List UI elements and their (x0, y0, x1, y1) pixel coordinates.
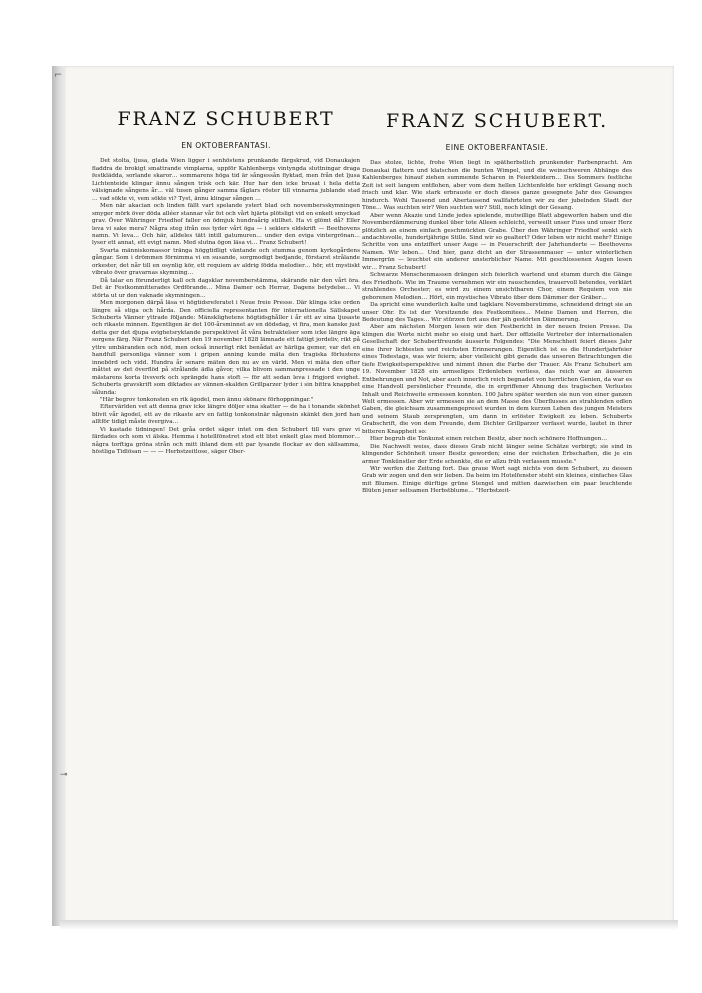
swedish-subtitle: EN OKTOBERFANTASI. (181, 141, 271, 150)
margin-mark: ⊸ (60, 770, 68, 780)
german-paragraph: Aber am nächsten Morgen lesen wir den Festbericht in der neuen freien Presse. Da klingen die Worte nicht mehr so eisig und hart. Der offizielle Vertreter der internationalen Gesellschaft der Schubertfreunde äusserte Folgendes: "Die Menschheit feiert dieses Jahr eine ihrer lichtesten und reichsten Erinnerungen. Eigentlich ist es die Hundertjahrfeier eines Todestags, was wir feiern; aber vielleicht gibt gerade das unseren Betrachtungen die tiefe Ewigkeitsperspektive und nimmt ihnen die Farbe der Trauer. Als Franz Schubert am 19. November 1828 ein armseliges Erdenleben verliess, das reich war an äusseren Entbehrungen und Not, aber auch innerlich reich begnadet von herrlichen Genien, da war es eine Handvoll persönlicher Freunde, die in ergriffener Ahnung des tragischen Verlustes Inhalt und Reichweite ermessen konnten. 100 Jahre später werden sie nun von einer ganzen Welt ermessen. Aber wir ermessen sie an dem Masse des Überflusses an strahlenden edlen Gaben, die gleichsam zusammengepresst wurden in dem kurzen Leben des jungen Meisters und seinem Staub zersprengten, um dann in erlöster Ewigkeit zu leben. Schuberts Grabschrift, die von dem Freunde, dem Dichter Grillparzer verfasst wurde, lautet in ihrer bitteren Knappheit so: (362, 324, 632, 435)
german-column (362, 110, 632, 496)
page-bottom-shadow (60, 920, 678, 930)
corner-mark: ⌐ (54, 70, 63, 81)
swedish-paragraph: Men när akacian och linden fällt vart spelande ystert blad och novembersskymningen smyger mörk över döda alléer stannar vår fot och vårt hjärta plötsligt vid en enkelt smyckad grav. Över Währinger Friedhof faller en ödmjuk hundraårig stillhet. Ha vi glömt då? Eller leva vi sake mera? Några steg ifrån oss tyder vårt öga — i seklers eldskrift — Beethovens namn. Vi leva… Och här, alldeles tätt intill gatumuren… under den eviga vintergrönan… lyser ett annat, ett evigt namn. Med slutna ögon läsa vi… Franz Schubert! (92, 203, 360, 247)
german-paragraph: Das stolze, lichte, frohe Wien liegt in spätherbstlich prunkender Farbenpracht. Am Donaukai flattern und klatschen die bunten Wimpel, und die weinschweren Abhänge des Kahlenberges hinauf ziehen summende Scharen in Feierkleidern… Des Sommers festliche Zeit ist seit langem entflohen, aber vom dem hellen Lichtenfelde her erklingt Gesang noch frisch und klar. Wie stark erbrauste er doch dieses ganze gesegnete Jahr des Gesanges hindurch. Wohl Tausend und Abertausend wallfahrteten wir zu der jubelnden Stadt der Töne… Was suchten wir? Wen suchten wir? Still, noch klingt der Gesang. (362, 160, 632, 212)
swedish-paragraph: Svarta människomassor tränga höggtidligt väntande och stumma genom kyrkogårdens gångar. Som i drömmen förnimma vi en susande, sorgmodigt bedjande, förstarst strålande orkester, det når till en osynlig kör, ett requiem av aldrig födda melodier… hör, ett mystiskt vibrato över gravarnas skymning… (92, 247, 360, 277)
german-paragraph: Schwarze Menschenmassen drängen sich feierlich wartend und stumm durch die Gänge des Friedhofs. Wie im Traume vernehmen wir ein rauschendes, trauervoll betendes, verklärt strahlendes Orchester; es wird zu einem unsichtbaren Chor, einem Requiem von nie geborenen Melodien… Hört, ein mystisches Vibrato über dem Dämmer der Gräber… (362, 272, 632, 301)
swedish-paragraph: Det stolta, ljusa, glada Wien ligger i senhöstens prunkande färgskrud, vid Donaukajen fladdra de brokigt smattrande vimplarna, uppför Kahlenbergs vintyngda sluttningar draga festklädda, sorlande skaror… sommarens höga tid är sångessån flyktad, men från det ljusa Lichtenteide klingar ännu sången trisk och kär. Hur har den icke brusat i hela detta välsignade sångens år… väl tusen gånger samma fåglars röster till vinnarna jublande stad … vad sökte vi, vem sökte vi? Tyst, ännu klingar sången … (92, 158, 360, 202)
swedish-paragraph: Vi kastade tidningen! Det gråa ordet säger intet om den Schubert till vars grav vi färdades och som vi älska. Hemma i hotellfönstret stod ett litet enkelt glas med blommor… några torftiga gröna strån och mitt ibland dem ett par lysande flockar av den sällsamma, höstliga Tidlösan — — — Herbstzeitlose, säger Ober- (92, 426, 360, 456)
german-paragraph: Aber wenn Akazie und Linde jedes spielende, mutwillige Blatt abgeworfen haben und die Novemberdämmerung dunkel über tote Alleen schleicht, verweilt unser Fuss und unser Herz plötzlich an einem einfach geschmückten Grabe. Über den Währinger Friedhof senkt sich andachtsvolle, hundertjährige Stille. Sind wir so gealtert? Oder leben wir nicht mehr? Einige Schritte von uns entziffert unser Auge — in Feuerschrift der Jahrhunderte — Beethovens Namen. Wir leben… Und hier, ganz dicht an der Strassenmauer — unter winterlichen Immergrün — leuchtet ein anderer unsterblicher Name. Mit geschlossenen Augen lesen wir… Franz Schubert! (362, 212, 632, 271)
german-paragraph: Die Nachwelt weiss, dass dieses Grab nicht länger seine Schätze verbirgt; sie sind in klingender Schönheit unser Besitz geworden; eine der reichsten Erbschaften, die je ein armer Tonkünstler der Erde schenkte, die er allzu früh verlassen musste." (362, 443, 632, 465)
swedish-paragraph: Då talar en förunderligt kall och dagsklar novemberstämma, skärande när den vårt öra. Det är Festkommitterades Ordförande… Mina Damer och Herrar, Dagens betydelse… Vi störta ut ur den vaknade skymningen… (92, 277, 360, 299)
swedish-paragraph: "Här begrov tonkonsten en rik ägodel, men ännu skönare förhoppningar." (100, 396, 314, 403)
swedish-title: FRANZ SCHUBERT (117, 108, 335, 130)
german-paragraph: Wir werfen die Zeitung fort. Das graue Wort sagt nichts von dem Schubert, zu dessen Grab wir zogen und den wir lieben. Da heim im Hotelfenster steht ein kleines, einfaches Glas mit Blumen. Einige dürftige grüne Stengel und mitten dazwischen ein paar leuchtende Blüten jener seltsamen Herbstblume… "Herbstzeit- (362, 466, 632, 495)
german-paragraph: Da spricht eine wunderlich kalte und tagklare Novemberstimme, schneidend dringt sie an unser Ohr. Es ist der Vorsitzende des Festkomitees… Meine Damen und Herren, die Bedeutung des Tages… Wir stürzen fort aus der jäh gestörten Dämmerung. (362, 302, 632, 323)
german-paragraph: Hier begrub die Tonkunst einen reichen Besitz, aber noch schönere Hoffnungen… (370, 436, 608, 443)
swedish-paragraph: Men morgonen därpå läsa vi högtidsreferatet i Neue freie Presse. Där klinga icke orden längre så stiga och hårda. Den officiella representanten för internationella Sällskapet Schuberts Vänner yttrade följande: Mänsklighetens högtidsghåller i år ett av sina ljusaste och rikaste minnen. Egentligen är det 100-årsminnet av en dödsdag, vi fira, men kanske just detta ger det djupa evighetsryktande perspektivet åt våra betraktelser som icke längre äga sorgens färg. När Franz Schubert den 19 november 1828 lämnade ett fattigt jordeliv, rikt på yttre umbäranden och nöd, men också innerligt rikt benådat av härliga gemer, var det en handfull personliga vänner som i gripen anning kunde mäta den tragiska förlustens innebörd och vidd. Hundra år senare mäten den nu av en värld. Men vi mäta den efter måttet av det överflöd på strålande ädla gåvor, vilka blivom sammanpressade i den unge mästarens korta livsverk och sprängde hans stoft — för att sedan leva i frigjord evighet. Schuberts gravskrift som diktades av vännen-skalden Grillparzer lyder i sin bittra knapphet sålunda: (92, 300, 360, 396)
german-subtitle: EINE OKTOBERFANTASIE. (445, 143, 549, 152)
swedish-paragraph: Eftervärlden vet att denna grav icke längre döljer sina skatter — de ha i tonande skönhet blivit vår ägodel, ett av de rikaste arv en fattig tonkonstnär någonsin skänkt den jord han alltför tidigt måste övergiva… (92, 404, 360, 426)
german-title: FRANZ SCHUBERT. (386, 110, 608, 132)
swedish-column (92, 108, 360, 457)
